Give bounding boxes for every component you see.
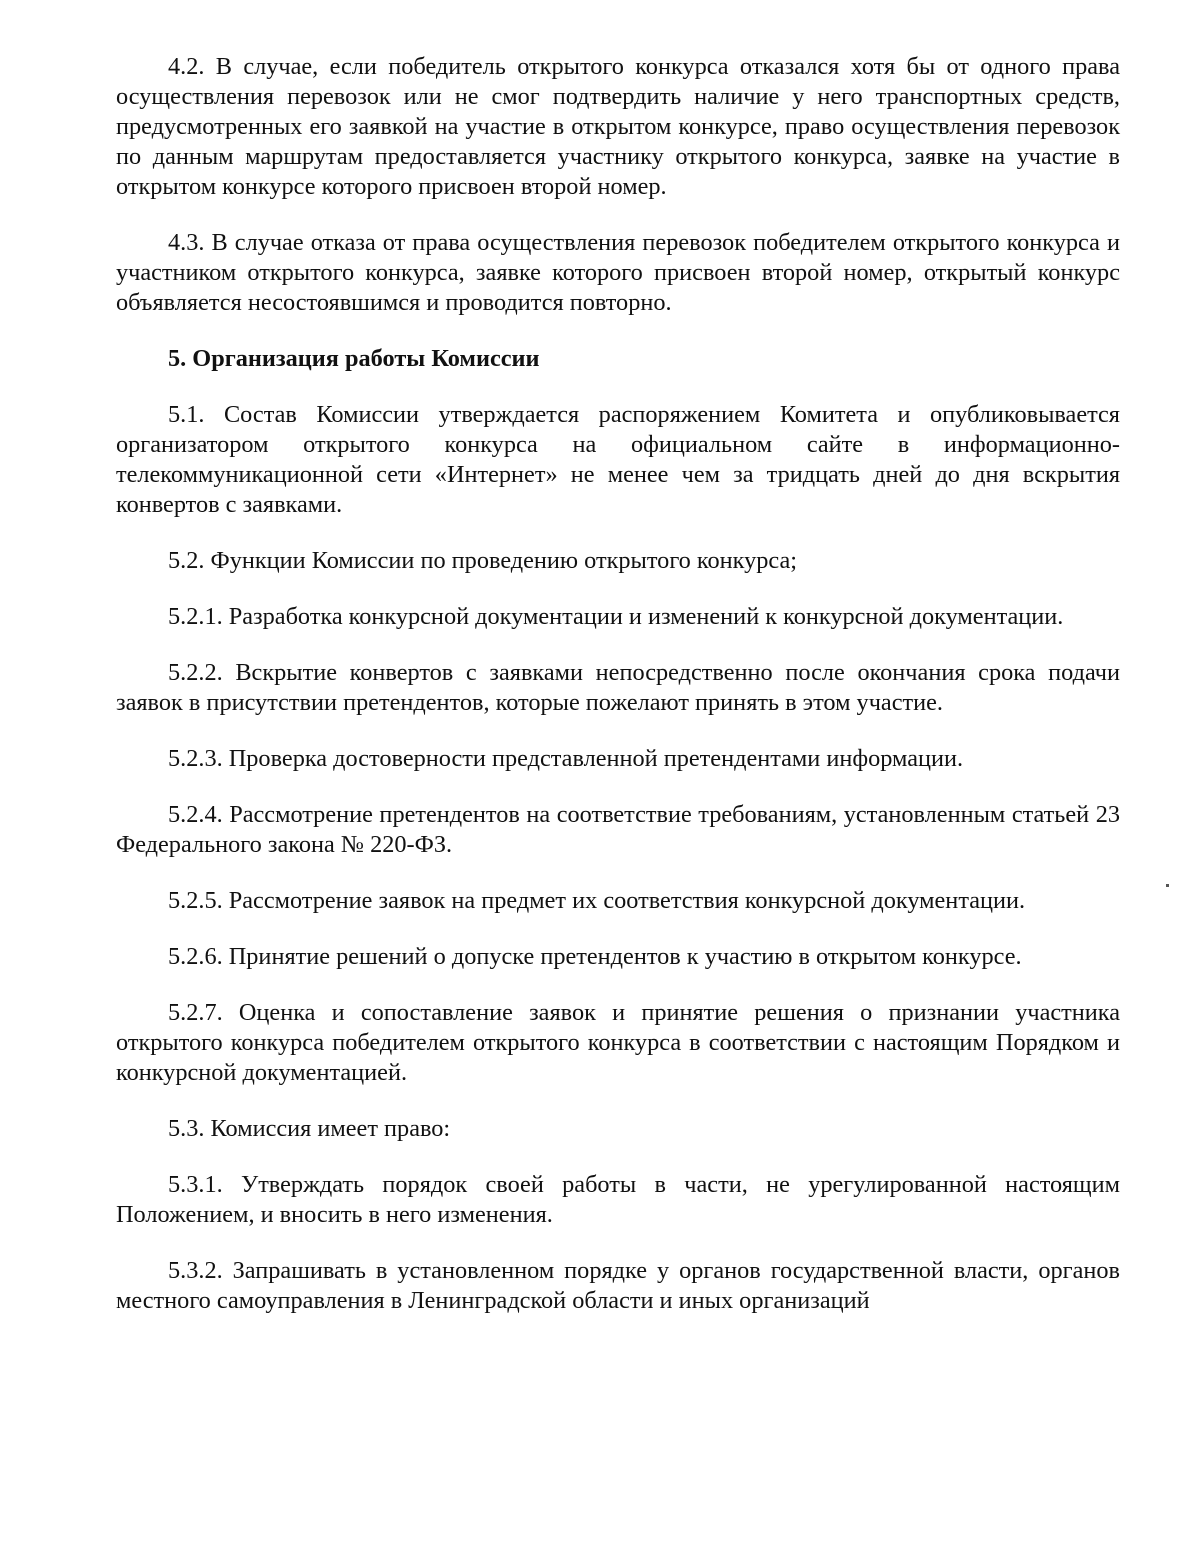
paragraph-5-2-3: 5.2.3. Проверка достоверности представленной претендентами информации.: [168, 745, 964, 772]
paragraph-5-2-4: 5.2.4. Рассмотрение претендентов на соответствие требованиям, установленным статьей 23 Федерального закона № 220-ФЗ.: [116, 801, 1120, 858]
paragraph-5-2-2: 5.2.2. Вскрытие конвертов с заявками непосредственно после окончания срока подачи заявок в присутствии претендентов, которые пожелают принять в этом участие.: [116, 659, 1120, 716]
paragraph-5-1: 5.1. Состав Комиссии утверждается распоряжением Комитета и опубликовывается организатором открытого конкурса на официальном сайте в информационно-телекоммуникационной сети «Интернет» не менее чем за тридцать дней до дня вскрытия конвертов с заявками.: [116, 401, 1120, 518]
paragraph-5-3-2: 5.3.2. Запрашивать в установленном порядке у органов государственной власти, органов местного самоуправления в Ленинградской области и иных организаций: [116, 1257, 1120, 1314]
section-heading-5: 5. Организация работы Комиссии: [168, 345, 540, 372]
paragraph-5-3-1: 5.3.1. Утверждать порядок своей работы в части, не урегулированной настоящим Положением, и вносить в него изменения.: [116, 1171, 1120, 1228]
paragraph-4-3: 4.3. В случае отказа от права осуществления перевозок победителем открытого конкурса и участником открытого конкурса, заявке которого присвоен второй номер, открытый конкурс объявляется несостоявшимся и проводится повторно.: [116, 229, 1120, 316]
paragraph-5-2-5: 5.2.5. Рассмотрение заявок на предмет их соответствия конкурсной документации.: [168, 887, 1026, 914]
paragraph-5-2: 5.2. Функции Комиссии по проведению открытого конкурса;: [168, 547, 798, 574]
paragraph-4-2: 4.2. В случае, если победитель открытого конкурса отказался хотя бы от одного права осуществления перевозок или не смог подтвердить наличие у него транспортных средств, предусмотренных его заявкой на участие в открытом конкурсе, право осуществления перевозок по данным маршрутам предоставляется участнику открытого конкурса, заявке на участие в открытом конкурсе которого присвоен второй номер.: [116, 53, 1120, 200]
paragraph-5-2-1: 5.2.1. Разработка конкурсной документации и изменений к конкурсной документации.: [168, 603, 1064, 630]
paragraph-5-2-6: 5.2.6. Принятие решений о допуске претендентов к участию в открытом конкурсе.: [168, 943, 1022, 970]
scan-speck: [1166, 884, 1169, 887]
document-body: [116, 52, 1120, 1342]
paragraph-5-2-7: 5.2.7. Оценка и сопоставление заявок и принятие решения о признании участника открытого конкурса победителем открытого конкурса в соответствии с настоящим Порядком и конкурсной документацией.: [116, 999, 1120, 1086]
paragraph-5-3: 5.3. Комиссия имеет право:: [168, 1115, 451, 1142]
